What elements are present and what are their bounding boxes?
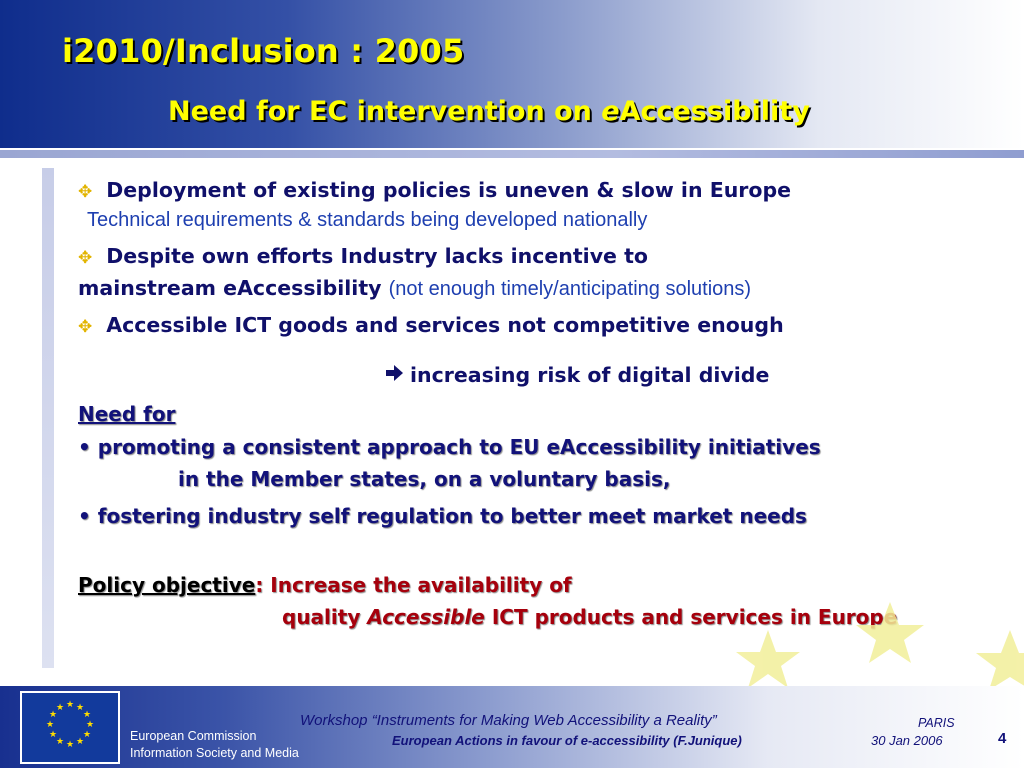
eu-flag-logo <box>20 691 120 764</box>
bullet-2-line1: Despite own efforts Industry lacks incentive to <box>106 244 648 268</box>
diamond-star-bullet-icon: ✥ <box>78 248 93 268</box>
slide-title: i2010/Inclusion : 2005 <box>62 32 465 70</box>
commission-logo-text <box>130 728 299 762</box>
star-icon <box>856 602 924 663</box>
svg-text:★: ★ <box>82 730 92 740</box>
svg-text:★: ★ <box>65 700 75 710</box>
conclusion-text: increasing risk of digital divide <box>410 363 770 387</box>
star-icon <box>976 630 1024 690</box>
logo-line-1: European Commission <box>130 729 257 743</box>
svg-text:★: ★ <box>48 710 58 720</box>
bullet-2-detail: (not enough timely/anticipating solutions) <box>388 278 752 300</box>
svg-text:★: ★ <box>82 710 92 720</box>
bullet-1 <box>78 178 791 202</box>
diamond-star-bullet-icon: ✥ <box>78 182 93 202</box>
policy-line2-prefix: quality <box>282 605 368 629</box>
svg-text:★: ★ <box>55 703 65 713</box>
diamond-star-bullet-icon: ✥ <box>78 317 93 337</box>
need-for-heading: Need for <box>78 402 176 426</box>
bullet-2 <box>78 244 648 268</box>
policy-objective <box>78 573 572 597</box>
page-number: 4 <box>998 730 1007 747</box>
policy-line2-suffix: ICT products and services in Europe <box>484 605 898 629</box>
policy-colon: : <box>255 573 264 597</box>
header-rule <box>0 150 1024 158</box>
eu-stars-icon <box>22 693 118 762</box>
subtitle-em: e <box>601 96 620 127</box>
svg-text:★: ★ <box>48 730 58 740</box>
need-item-2-bullet: • <box>78 504 91 528</box>
policy-line2-em: Accessible <box>367 605 485 629</box>
logo-line-2: Information Society and Media <box>130 746 299 760</box>
bullet-1-detail: Technical requirements & standards being developed nationally <box>87 209 648 231</box>
need-item-1-bullet: • <box>78 435 91 459</box>
header-banner <box>0 0 1024 150</box>
policy-line1: Increase the availability of <box>270 573 572 597</box>
subtitle-prefix: Need for EC intervention on <box>168 96 602 127</box>
conclusion-line <box>384 363 769 387</box>
policy-label: Policy objective <box>78 573 256 597</box>
star-icon <box>736 630 800 688</box>
svg-text:★: ★ <box>55 737 65 747</box>
svg-text:★: ★ <box>75 737 85 747</box>
need-item-1-line2: in the Member states, on a voluntary basis, <box>178 467 671 491</box>
subtitle-suffix: Accessibility <box>619 96 810 127</box>
bullet-2-line2-text: mainstream eAccessibility <box>78 276 382 300</box>
footer-workshop: Workshop “Instruments for Making Web Accessibility a Reality” <box>300 712 717 729</box>
need-item-1 <box>78 435 821 459</box>
bullet-2-line2 <box>78 276 751 301</box>
footer-city: PARIS <box>918 716 955 730</box>
svg-text:★: ★ <box>75 703 85 713</box>
need-item-1-line1: promoting a consistent approach to EU eAccessibility initiatives <box>97 435 821 459</box>
slide-subtitle <box>168 96 810 127</box>
need-item-2 <box>78 504 807 528</box>
right-arrow-icon <box>384 363 404 387</box>
left-accent-bar <box>42 168 54 668</box>
bullet-1-text: Deployment of existing policies is uneven & slow in Europe <box>106 178 792 202</box>
bullet-3 <box>78 313 784 337</box>
need-item-2-line1: fostering industry self regulation to better meet market needs <box>97 504 807 528</box>
svg-text:★: ★ <box>65 740 75 750</box>
footer-session: European Actions in favour of e-accessibility (F.Junique) <box>392 733 742 748</box>
svg-text:★: ★ <box>45 720 55 730</box>
footer-date: 30 Jan 2006 <box>871 733 943 748</box>
bullet-3-text: Accessible ICT goods and services not competitive enough <box>106 313 784 337</box>
svg-text:★: ★ <box>85 720 95 730</box>
decorative-stars <box>720 600 1024 690</box>
